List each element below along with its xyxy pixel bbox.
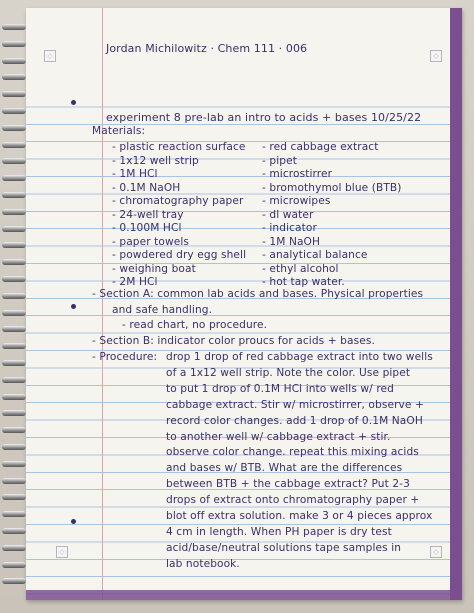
spiral-ring xyxy=(2,410,26,416)
spiral-ring xyxy=(2,326,26,332)
section-b-heading: - Section B: indicator color proucs for acids + bases. xyxy=(92,335,375,347)
spiral-ring xyxy=(2,209,26,215)
procedure-line: acid/base/neutral solutions tape samples in xyxy=(166,541,402,554)
procedure-line: drop 1 drop of red cabbage extract into two wells xyxy=(166,351,433,363)
spiral-ring xyxy=(2,377,26,383)
spiral-ring xyxy=(2,444,26,450)
spiral-ring xyxy=(2,360,26,366)
material-item: - chromatography paper xyxy=(112,195,244,207)
spiral-ring xyxy=(2,192,26,198)
procedure-line: and bases w/ BTB. What are the differences xyxy=(166,462,403,475)
spiral-ring xyxy=(2,394,26,400)
bullet-dot xyxy=(71,304,76,309)
material-item: - 24-well tray xyxy=(112,208,184,221)
material-item: - dl water xyxy=(262,208,314,221)
spiral-ring xyxy=(2,494,26,500)
spiral-ring xyxy=(2,74,26,80)
spiral-binding xyxy=(2,24,24,594)
material-item: - bromothymol blue (BTB) xyxy=(262,181,402,194)
spiral-ring xyxy=(2,91,26,97)
corner-mark-icon: ◇ xyxy=(430,546,442,558)
spiral-ring xyxy=(2,511,26,517)
material-item: - 1M NaOH xyxy=(262,235,321,248)
student-name-line: Jordan Michilowitz · Chem 111 · 006 xyxy=(106,42,308,55)
notebook-page xyxy=(26,8,462,600)
material-item: - powdered dry egg shell xyxy=(112,249,247,261)
material-item: - hot tap water. xyxy=(262,276,345,288)
procedure-line: to put 1 drop of 0.1M HCl into wells w/ red xyxy=(166,382,394,395)
procedure-line: to another well w/ cabbage extract + stir. xyxy=(166,430,391,443)
material-item: - analytical balance xyxy=(262,249,368,261)
spiral-ring xyxy=(2,142,26,148)
spiral-ring xyxy=(2,276,26,282)
procedure-line: between BTB + the cabbage extract? Put 2-3 xyxy=(166,478,410,491)
material-item: - 1x12 well strip xyxy=(112,154,199,167)
procedure-line: of a 1x12 well strip. Note the color. Use pipet xyxy=(166,366,411,379)
procedure-line: drops of extract onto chromatography paper + xyxy=(166,494,420,507)
material-item: - 2M HCl xyxy=(112,276,158,288)
procedure-line: 4 cm in length. When PH paper is dry test xyxy=(166,525,392,538)
procedure-line: lab notebook. xyxy=(166,557,240,570)
spiral-ring xyxy=(2,293,26,299)
corner-mark-icon: ◇ xyxy=(430,50,442,62)
procedure-line: cabbage extract. Stir w/ microstirrer, observe + xyxy=(166,398,424,411)
material-item: - microwipes xyxy=(262,195,331,207)
material-item: - 0.100M HCl xyxy=(112,222,182,234)
procedure-line: record color changes. add 1 drop of 0.1M NaOH xyxy=(166,414,423,427)
spiral-ring xyxy=(2,41,26,47)
procedure-line: observe color change. repeat this mixing acids xyxy=(166,446,419,459)
material-item: - paper towels xyxy=(112,235,190,248)
section-a-heading: - Section A: common lab acids and bases. Physical properties xyxy=(92,288,424,300)
page-edge-stripe xyxy=(450,8,462,600)
spiral-ring xyxy=(2,226,26,232)
section-a-note: - read chart, no procedure. xyxy=(122,319,268,331)
material-item: - indicator xyxy=(262,222,317,234)
material-item: - 1M HCl xyxy=(112,168,158,180)
material-item: - red cabbage extract xyxy=(262,141,379,153)
spiral-ring xyxy=(2,545,26,551)
section-a-heading-cont: and safe handling. xyxy=(112,304,213,316)
spiral-ring xyxy=(2,175,26,181)
spiral-ring xyxy=(2,578,26,584)
experiment-title: experiment 8 pre-lab an intro to acids + bases 10/25/22 xyxy=(106,111,422,124)
margin-line xyxy=(102,8,103,600)
bullet-dot xyxy=(71,519,76,524)
material-item: - plastic reaction surface xyxy=(112,141,246,153)
spiral-ring xyxy=(2,242,26,248)
spiral-ring xyxy=(2,427,26,433)
page-bottom-stripe xyxy=(26,590,462,600)
spiral-ring xyxy=(2,343,26,349)
spiral-ring xyxy=(2,461,26,467)
spiral-ring xyxy=(2,259,26,265)
spiral-ring xyxy=(2,562,26,568)
material-item: - weighing boat xyxy=(112,262,196,275)
spiral-ring xyxy=(2,310,26,316)
corner-mark-icon: ◇ xyxy=(56,546,68,558)
corner-mark-icon: ◇ xyxy=(44,50,56,62)
material-item: - ethyl alcohol xyxy=(262,262,339,275)
bullet-dot xyxy=(71,100,76,105)
procedure-label: - Procedure: xyxy=(92,351,158,363)
spiral-ring xyxy=(2,125,26,131)
materials-label: Materials: xyxy=(92,125,146,137)
material-item: - microstirrer xyxy=(262,168,333,180)
procedure-line: blot off extra solution. make 3 or 4 pieces approx xyxy=(166,510,433,522)
spiral-ring xyxy=(2,108,26,114)
spiral-ring xyxy=(2,24,26,30)
spiral-ring xyxy=(2,158,26,164)
material-item: - 0.1M NaOH xyxy=(112,181,181,194)
spiral-ring xyxy=(2,528,26,534)
spiral-ring xyxy=(2,58,26,64)
material-item: - pipet xyxy=(262,154,297,167)
spiral-ring xyxy=(2,478,26,484)
